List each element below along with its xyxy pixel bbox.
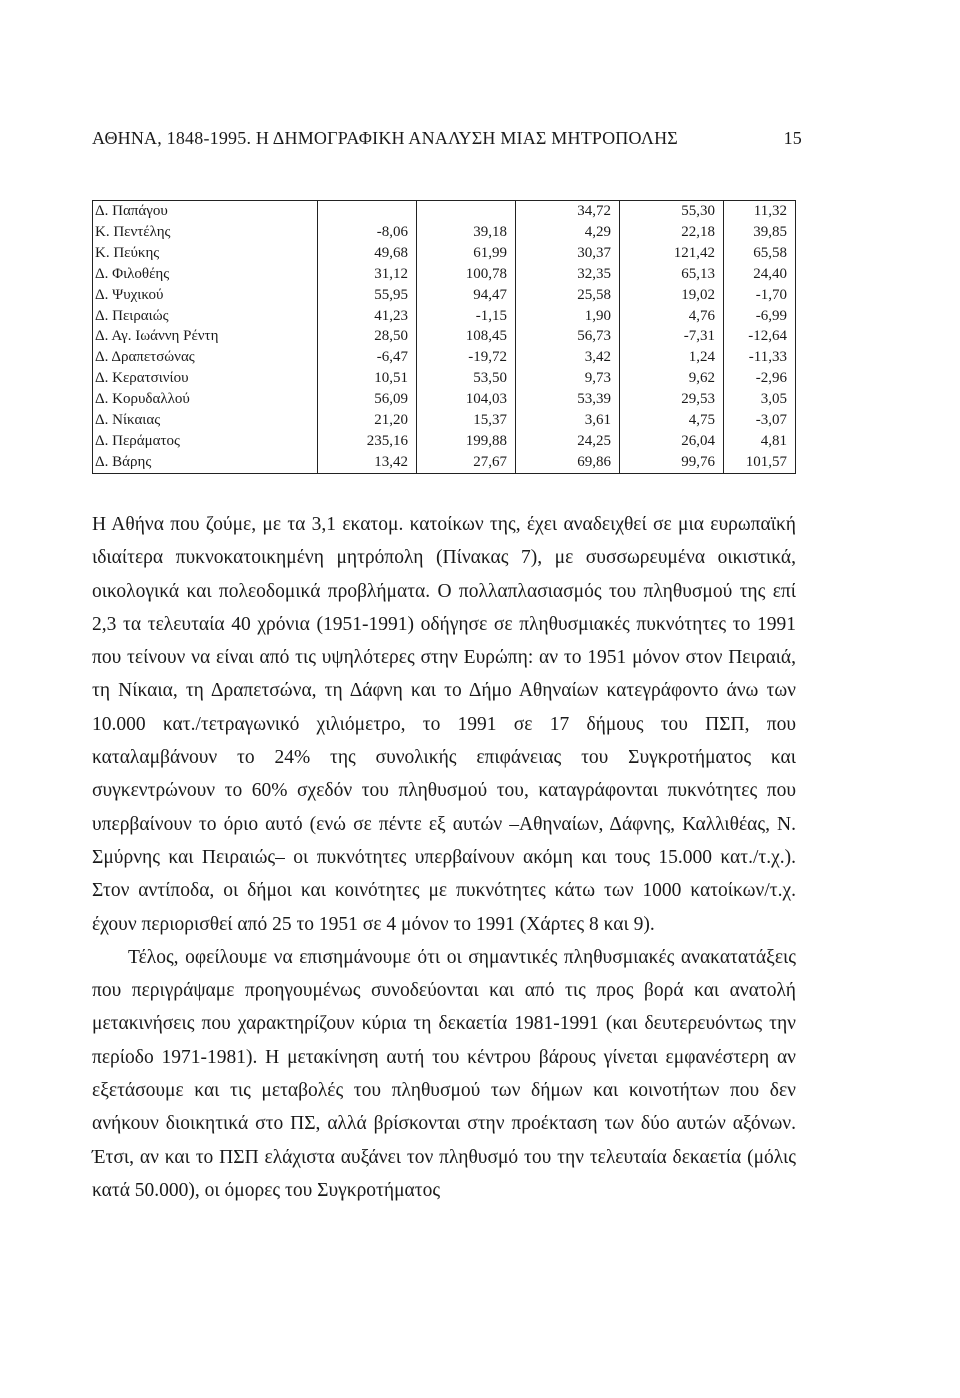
value-cell: 49,68	[318, 243, 417, 264]
table-row	[93, 389, 796, 410]
municipality-name-cell: Δ. Αγ. Ιωάννη Ρέντη	[95, 328, 219, 345]
table-row	[93, 243, 796, 264]
value-cell: 32,35	[516, 264, 620, 285]
municipality-name-cell: Δ. Βάρης	[95, 453, 152, 470]
table-row	[93, 410, 796, 431]
value-cell: 10,51	[318, 368, 417, 389]
value-cell: -7,31	[620, 326, 724, 347]
table-row	[93, 431, 796, 452]
value-cell: 31,12	[318, 264, 417, 285]
value-cell: 30,37	[516, 243, 620, 264]
value-cell: 41,23	[318, 306, 417, 327]
table-row	[93, 368, 796, 389]
page-number: 15	[783, 128, 802, 148]
value-cell: 3,42	[516, 347, 620, 368]
value-cell: -12,64	[724, 326, 796, 347]
value-cell: 56,09	[318, 389, 417, 410]
value-cell: 4,81	[724, 431, 796, 452]
value-cell: 121,42	[620, 243, 724, 264]
table-row	[93, 452, 796, 473]
running-title: ΑΘΗΝΑ, 1848-1995. Η ΔΗΜΟΓΡΑΦΙΚΗ ΑΝΑΛΥΣΗ ΜΙΑΣ ΜΗΤΡΟΠΟΛΗΣ	[92, 128, 678, 148]
municipality-name-cell: Δ. Κορυδαλλού	[95, 391, 190, 408]
value-cell: -8,06	[318, 222, 417, 243]
value-cell: -6,47	[318, 347, 417, 368]
table-row	[93, 201, 796, 222]
value-cell: 24,40	[724, 264, 796, 285]
value-cell: 15,37	[417, 410, 516, 431]
value-cell: 53,39	[516, 389, 620, 410]
value-cell: 1,24	[620, 347, 724, 368]
value-cell: 108,45	[417, 326, 516, 347]
value-cell: 9,73	[516, 368, 620, 389]
value-cell: -6,99	[724, 306, 796, 327]
value-cell: 53,50	[417, 368, 516, 389]
table-row	[93, 264, 796, 285]
value-cell: 34,72	[516, 201, 620, 222]
value-cell: 69,86	[516, 452, 620, 473]
value-cell: 3,05	[724, 389, 796, 410]
value-cell: 65,58	[724, 243, 796, 264]
value-cell: 4,75	[620, 410, 724, 431]
value-cell: 235,16	[318, 431, 417, 452]
value-cell: 3,61	[516, 410, 620, 431]
value-cell: 19,02	[620, 285, 724, 306]
body-text	[92, 508, 796, 1207]
value-cell: 27,67	[417, 452, 516, 473]
value-cell: -3,07	[724, 410, 796, 431]
value-cell: 21,20	[318, 410, 417, 431]
value-cell: 101,57	[724, 452, 796, 473]
value-cell: 99,76	[620, 452, 724, 473]
municipality-name-cell: Δ. Δραπετσώνας	[95, 349, 195, 366]
value-cell: 26,04	[620, 431, 724, 452]
value-cell: 55,30	[620, 201, 724, 222]
value-cell	[318, 201, 417, 222]
paragraph: Η Αθήνα που ζούμε, με τα 3,1 εκατομ. κατοίκων της, έχει αναδειχθεί σε μια ευρωπαϊκή ιδιαίτερα πυκνοκατοικημένη μητρόπολη (Πίνακας 7), με συσσωρευμένα οικιστικά, οικολογικά και πολεοδομικά προβλήματα. Ο πολλαπλασιασμός του πληθυσμού της επί 2,3 τα τελευταία 40 χρόνια (1951-1991) οδήγησε σε πληθυσμιακές πυκνότητες το 1991 που τείνουν να είναι από τις υψηλότερες στην Ευρώπη: αν το 1951 μόνον στον Πειραιά, τη Νίκαια, τη Δραπετσώνα, τη Δάφνη και το Δήμο Αθηναίων κατεγράφοντο άνω των 10.000 κατ./τετραγωνικό χιλιόμετρο, το 1991 σε 17 δήμους του ΠΣΠ, που καταλαμβάνουν το 24% της συνολικής επιφάνειας του Συγκροτήματος και συγκεντρώνουν το 60% σχεδόν του πληθυσμού του, καταγράφονται πυκνότητες που υπερβαίνουν το όριο αυτό (ενώ σε πέντε εξ αυτών –Αθηναίων, Δάφνης, Καλλιθέας, Ν. Σμύρνης και Πειραιώς– οι πυκνότητες υπερβαίνουν ακόμη και τους 15.000 κατ./τ.χ.). Στον αντίποδα, οι δήμοι και κοινότητες με πυκνότητες κάτω των 1000 κατοίκων/τ.χ. έχουν περιορισθεί από 25 το 1951 σε 4 μόνον το 1991 (Χάρτες 8 και 9).	[92, 514, 796, 935]
table-row	[93, 222, 796, 243]
table-row	[93, 285, 796, 306]
value-cell: 4,29	[516, 222, 620, 243]
value-cell: -19,72	[417, 347, 516, 368]
value-cell: -2,96	[724, 368, 796, 389]
municipality-name-cell: Δ. Νίκαιας	[95, 412, 161, 429]
value-cell: 22,18	[620, 222, 724, 243]
municipality-name-cell: Δ. Παπάγου	[95, 203, 168, 219]
value-cell: 24,25	[516, 431, 620, 452]
value-cell: 61,99	[417, 243, 516, 264]
municipality-name-cell: Δ. Πειραιώς	[95, 307, 169, 324]
value-cell: 39,85	[724, 222, 796, 243]
municipality-name-cell: Δ. Φιλοθέης	[95, 265, 170, 282]
value-cell: -11,33	[724, 347, 796, 368]
value-cell	[417, 201, 516, 222]
municipality-name-cell: Κ. Πεντέλης	[95, 223, 171, 240]
value-cell: 94,47	[417, 285, 516, 306]
value-cell: 39,18	[417, 222, 516, 243]
value-cell: 65,13	[620, 264, 724, 285]
municipality-name-cell: Δ. Κερατσινίου	[95, 370, 189, 387]
table-row	[93, 347, 796, 368]
municipality-name-cell: Κ. Πεύκης	[95, 244, 160, 261]
value-cell: 29,53	[620, 389, 724, 410]
value-cell: 13,42	[318, 452, 417, 473]
paragraph: Τέλος, οφείλουμε να επισημάνουμε ότι οι σημαντικές πληθυσμιακές ανακατατάξεις που περιγράψαμε προηγουμένως συνοδεύονται και από τις προς βορά και ανατολή μετακινήσεις που χαρακτηρίζουν κύρια τη δεκαετία 1981-1991 (και δευτερευόντως την περίοδο 1971-1981). Η μετακίνηση αυτή του κέντρου βάρους γίνεται εμφανέστερη αν εξετάσουμε και τις μεταβολές του πληθυσμού των δήμων και κοινοτήτων που δεν ανήκουν διοικητικά στο ΠΣ, αλλά βρίσκονται στην προέκταση των δύο αυτών αξόνων. Έτσι, αν και το ΠΣΠ ελάχιστα αυξάνει τον πληθυσμό του την τελευταία δεκαετία (μόλις κατά 50.000), οι όμορες του Συγκροτήματος	[92, 946, 796, 1201]
value-cell: 4,76	[620, 306, 724, 327]
value-cell: 55,95	[318, 285, 417, 306]
value-cell: 1,90	[516, 306, 620, 327]
value-cell: -1,15	[417, 306, 516, 327]
value-cell: 9,62	[620, 368, 724, 389]
population-change-table	[92, 200, 796, 474]
running-header	[92, 128, 802, 149]
value-cell: 100,78	[417, 264, 516, 285]
value-cell: 56,73	[516, 326, 620, 347]
value-cell: 199,88	[417, 431, 516, 452]
municipality-name-cell: Δ. Ψυχικού	[95, 286, 164, 303]
value-cell: 28,50	[318, 326, 417, 347]
table-row	[93, 306, 796, 327]
value-cell: -1,70	[724, 285, 796, 306]
value-cell: 104,03	[417, 389, 516, 410]
table-row	[93, 326, 796, 347]
municipality-name-cell: Δ. Περάματος	[95, 432, 180, 449]
value-cell: 25,58	[516, 285, 620, 306]
value-cell: 11,32	[724, 201, 796, 222]
